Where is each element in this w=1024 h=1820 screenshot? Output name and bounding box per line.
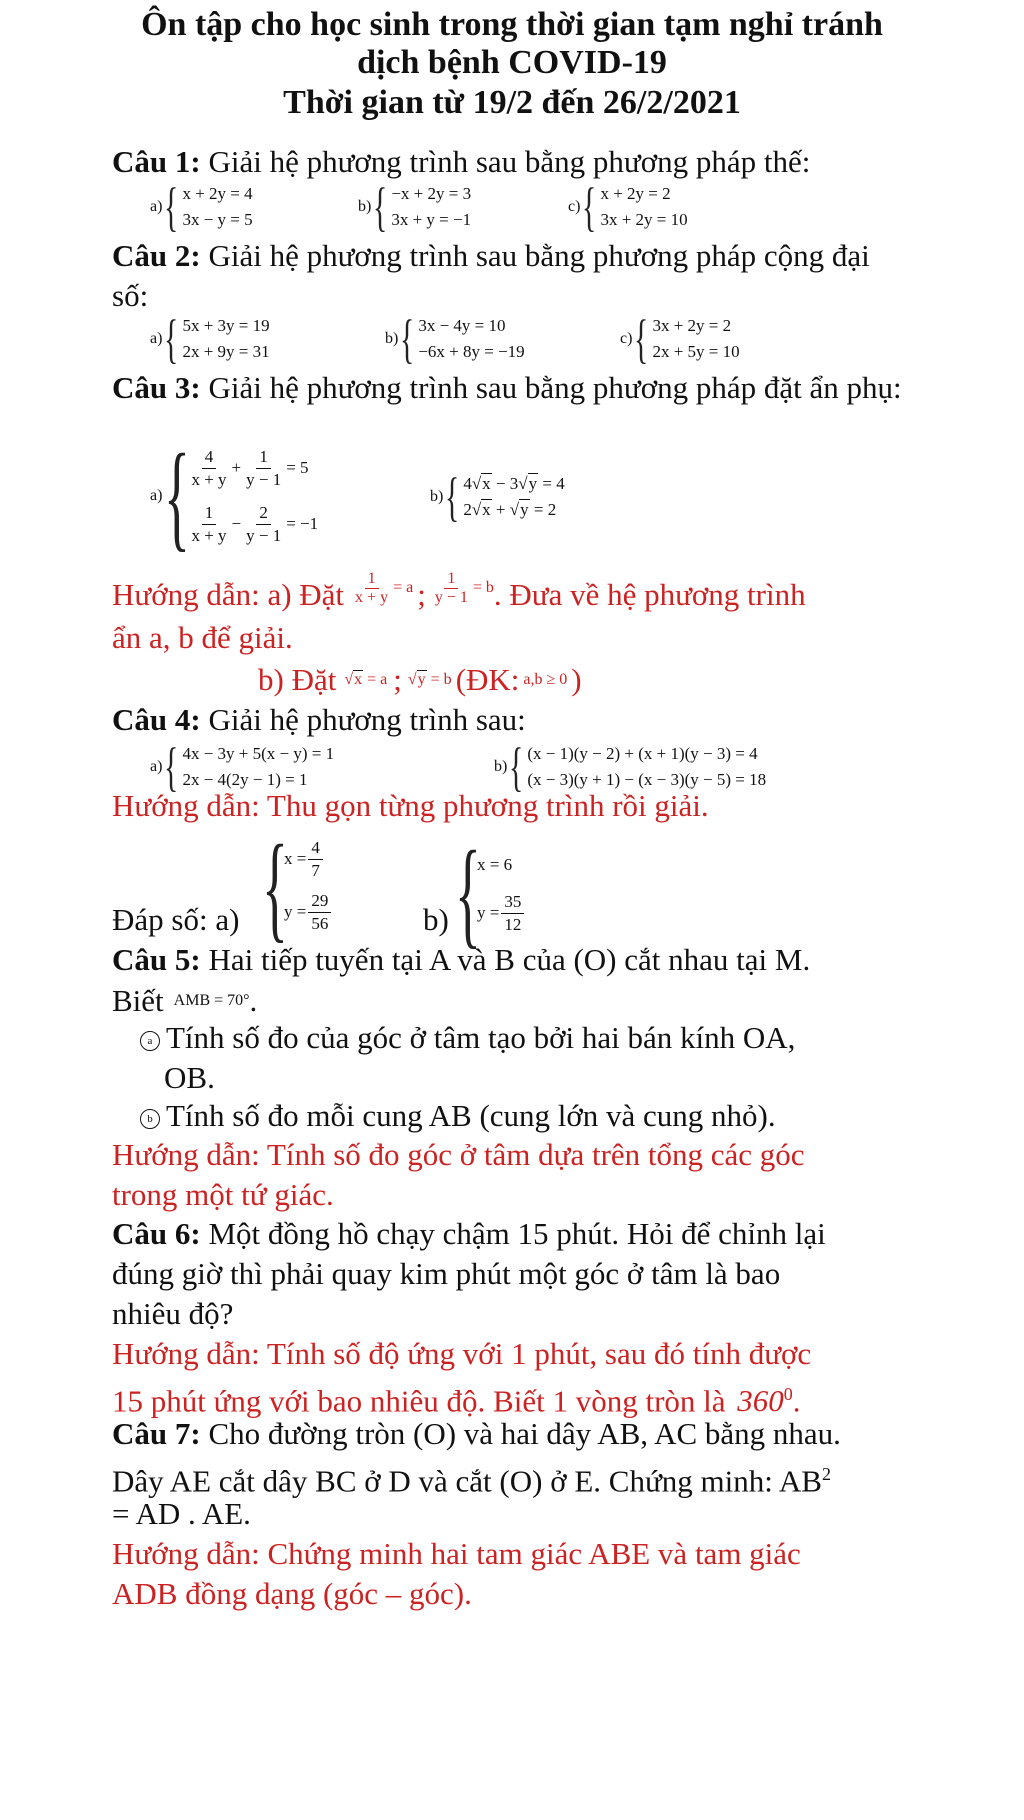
brace-icon: {: [164, 429, 191, 562]
separator: ;: [393, 662, 402, 697]
q7-line2-text: Dây AE cắt dây BC ở D và cắt (O) ở E. Chứng minh:: [112, 1463, 773, 1499]
fraction-numerator: 1: [202, 502, 217, 525]
q7-hint-line1: Hướng dẫn: Chứng minh hai tam giác ABE và tam giác: [112, 1536, 801, 1571]
q5-a-text2: OB.: [164, 1060, 215, 1095]
q4-answer-a-y: y = $\frac{29}{56}$: [284, 884, 333, 940]
q2-a-eq2: 2x + 9y = 31: [182, 342, 270, 361]
fraction-denominator: x + y: [191, 525, 227, 545]
separator: ;: [417, 577, 426, 612]
q6-line1: [112, 1214, 826, 1254]
q1-label: Câu 1:: [112, 144, 201, 179]
hint-eq-a: = a: [393, 579, 414, 596]
q4-b-eq2: (x − 3)(y + 1) − (x − 3)(y − 5) = 18: [527, 770, 767, 789]
q1-c-eq2: 3x + 2y = 10: [600, 210, 688, 229]
q2-system-c: [620, 309, 740, 369]
q1-heading: [112, 142, 810, 182]
q5-line2-prefix: Biết: [112, 983, 164, 1018]
brace-icon: {: [373, 177, 388, 237]
q1-a-eq2: 3x − y = 5: [182, 210, 253, 229]
q1-system-c: [568, 177, 688, 237]
q7-line1: [112, 1414, 841, 1454]
q5-line2-suffix: .: [249, 983, 258, 1018]
q6-hint-line2-text: 15 phút ứng với bao nhiêu độ. Biết 1 vòng tròn là: [112, 1383, 726, 1419]
q7-label: Câu 7:: [112, 1416, 201, 1451]
q4-label: Câu 4:: [112, 702, 201, 737]
title-line-2: dịch bệnh COVID-19: [357, 44, 667, 81]
q2-b-eq1: 3x − 4y = 10: [418, 316, 506, 335]
q3-b-eq2: 2√x + √y = 2: [463, 500, 557, 519]
q6-hint-sup: 0: [783, 1384, 793, 1404]
q3-hint-b-dk: (ĐK:: [455, 662, 520, 697]
q6-line1-text: Một đồng hồ chạy chậm 15 phút. Hỏi để chỉnh lại: [208, 1216, 826, 1251]
q2-a-eq1: 5x + 3y = 19: [182, 316, 270, 335]
q1-b-label: b): [358, 198, 372, 215]
q4-answer-b-x: x = 6: [477, 855, 513, 874]
q2-c-eq1: 3x + 2y = 2: [652, 316, 732, 335]
fraction-denominator: y − 1: [246, 525, 282, 545]
q2-system-a: [150, 309, 270, 369]
q6-hint-line1: Hướng dẫn: Tính số độ ứng với 1 phút, sau đó tính được: [112, 1336, 812, 1371]
brace-icon: {: [262, 820, 288, 953]
q4-b-eq1: (x − 1)(y − 2) + (x + 1)(y − 3) = 4: [527, 744, 758, 763]
q3-hint-b: b) Đặt √x = a ; √y = b (ĐK: a,b ≥ 0 ): [258, 660, 582, 700]
q6-hint-value: 360: [737, 1383, 784, 1419]
q5-text: Hai tiếp tuyến tại A và B của (O) cắt nhau tại M.: [208, 942, 811, 977]
q2-b-label: b): [385, 330, 399, 347]
brace-icon: {: [164, 177, 179, 237]
q7-line3: = AD . AE.: [112, 1496, 251, 1531]
q2-c-eq2: 2x + 5y = 10: [652, 342, 740, 361]
q5-label: Câu 5:: [112, 942, 201, 977]
q1-system-a: [150, 177, 253, 237]
q4-a-label: a): [150, 758, 163, 775]
fraction-numerator: 1: [256, 446, 271, 469]
circled-a-icon: a: [140, 1031, 160, 1051]
q5-hint-line2: trong một tứ giác.: [112, 1177, 334, 1212]
q2-text: Giải hệ phương trình sau bằng phương pháp cộng đại số:: [112, 238, 870, 313]
q6-line2: đúng giờ thì phải quay kim phút một góc ở tâm là bao: [112, 1256, 781, 1291]
brace-icon: {: [164, 737, 179, 797]
q4-answer-b-y: y = $\frac{35}{12}$: [477, 885, 526, 941]
q4-answer-a: [262, 820, 333, 953]
q3-heading: [112, 368, 932, 408]
operator: −: [231, 514, 242, 533]
title-line-1: Ôn tập cho học sinh trong thời gian tạm nghỉ tránh: [141, 6, 883, 43]
brace-icon: {: [634, 309, 649, 369]
q3-text: Giải hệ phương trình sau bằng phương pháp đặt ẩn phụ:: [208, 370, 902, 405]
q7-line1-text: Cho đường tròn (O) và hai dây AB, AC bằng nhau.: [208, 1416, 841, 1451]
q4-answer-b: [455, 826, 526, 959]
q5-part-b: [140, 1096, 776, 1136]
q3-hint-b-close: ): [571, 662, 582, 697]
title-line-3: Thời gian từ 19/2 đến 26/2/2021: [283, 84, 741, 121]
q4-text: Giải hệ phương trình sau:: [208, 702, 526, 737]
fraction-denominator: y − 1: [434, 588, 468, 606]
q3-hint-a-suffix: . Đưa về hệ phương trình: [493, 577, 806, 612]
fraction-numerator: 2: [256, 502, 271, 525]
brace-icon: {: [445, 467, 460, 527]
q3-b-eq1: 4√x − 3√y = 4: [463, 474, 565, 493]
q1-b-eq1: −x + 2y = 3: [391, 184, 472, 203]
q4-heading: [112, 700, 526, 740]
q1-system-b: [358, 177, 472, 237]
brace-icon: {: [455, 826, 481, 959]
hint-eq-b: = b: [472, 579, 494, 596]
fraction-numerator: 4: [202, 446, 217, 469]
q1-text: Giải hệ phương trình sau bằng phương pháp thế:: [208, 144, 811, 179]
q4-a-eq2: 2x − 4(2y − 1) = 1: [182, 770, 308, 789]
rhs: = 5: [286, 458, 309, 477]
q7-line2-sup: 2: [821, 1464, 831, 1484]
operator: +: [231, 458, 242, 477]
q3-hint-a-prefix: Hướng dẫn: a) Đặt: [112, 577, 345, 612]
brace-icon: {: [164, 309, 179, 369]
brace-icon: {: [582, 177, 597, 237]
q6-hint-end: .: [792, 1383, 801, 1419]
q5-angle: AMB = 70°: [173, 992, 250, 1009]
fraction-denominator: y − 1: [246, 469, 282, 489]
q3-a-eq1: [186, 440, 318, 496]
q3-a-eq2: [186, 496, 318, 552]
q3-label: Câu 3:: [112, 370, 201, 405]
q3-system-a: [150, 429, 319, 562]
q5-line2: [112, 981, 257, 1021]
q4-b-label: b): [494, 758, 508, 775]
q5-hint-line1: Hướng dẫn: Tính số đo góc ở tâm dựa trên tổng các góc: [112, 1137, 805, 1172]
q5-part-a: [140, 1018, 920, 1058]
q4-hint: Hướng dẫn: Thu gọn từng phương trình rồi giải.: [112, 788, 709, 823]
q2-b-eq2: −6x + 8y = −19: [418, 342, 525, 361]
q1-c-label: c): [568, 198, 581, 215]
q4-answer-b-label: b): [423, 902, 449, 937]
q3-system-b: [430, 467, 565, 527]
q7-line2-math: AB: [778, 1463, 822, 1499]
q4-a-eq1: 4x − 3y + 5(x − y) = 1: [182, 744, 335, 763]
q1-b-eq2: 3x + y = −1: [391, 210, 472, 229]
q1-a-eq1: x + 2y = 4: [182, 184, 253, 203]
q3-b-label: b): [430, 488, 444, 505]
q2-label: Câu 2:: [112, 238, 201, 273]
fraction-numerator: 1: [444, 570, 458, 589]
rhs: = −1: [286, 514, 319, 533]
q1-a-label: a): [150, 198, 163, 215]
fraction-denominator: x + y: [355, 588, 389, 606]
q2-system-b: [385, 309, 525, 369]
q2-c-label: c): [620, 330, 633, 347]
fraction-denominator: x + y: [191, 469, 227, 489]
circled-b-icon: b: [140, 1109, 160, 1129]
q3-hint-a: [112, 569, 806, 615]
q3-hint-a-line2: ẩn a, b để giải.: [112, 620, 293, 655]
q6-line3: nhiêu độ?: [112, 1296, 234, 1331]
q3-a-label: a): [150, 487, 163, 504]
q2-heading: [112, 236, 912, 316]
fraction-numerator: 1: [365, 570, 379, 589]
q3-hint-b-condition: a,b ≥ 0: [523, 671, 568, 688]
q6-label: Câu 6:: [112, 1216, 201, 1251]
q4-answer-label: Đáp số: a): [112, 902, 240, 937]
brace-icon: {: [509, 737, 524, 797]
q7-hint-line2: ADB đồng dạng (góc – góc).: [112, 1576, 472, 1611]
q3-hint-b-prefix: b) Đặt: [258, 662, 337, 697]
q5-a-text: Tính số đo của góc ở tâm tạo bởi hai bán kính OA,: [166, 1020, 796, 1055]
q4-answer-a-x: x = $\frac{4}{7}$: [284, 834, 333, 884]
q5-b-text: Tính số đo mỗi cung AB (cung lớn và cung nhỏ).: [166, 1098, 776, 1133]
brace-icon: {: [400, 309, 415, 369]
q5-heading: [112, 940, 912, 980]
q2-a-label: a): [150, 330, 163, 347]
q1-c-eq1: x + 2y = 2: [600, 184, 671, 203]
